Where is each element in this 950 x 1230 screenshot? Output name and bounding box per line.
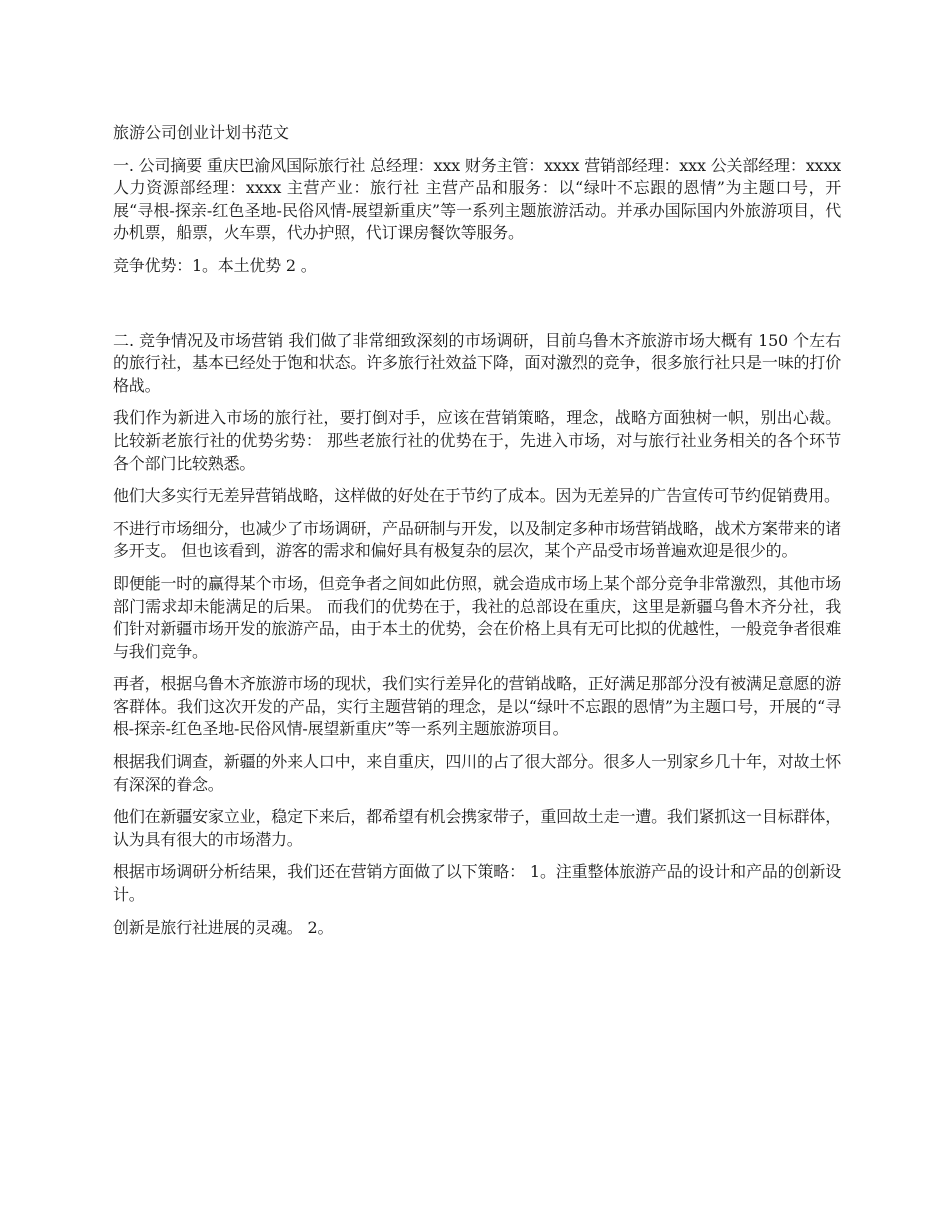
paragraph-innovation: 创新是旅行社进展的灵魂。 2。 (113, 917, 334, 937)
paragraph-differentiation: 再者，根据乌鲁木齐旅游市场的现状，我们实行差异化的营销战略，正好满足那部分没有被满足意愿的游客群体。我们这次开发的产品，实行主题营销的理念，是以“绿叶不忘跟的恩情”为主题口号，开展的“寻根-探亲-红色圣地-民俗风情-展望新重庆”等一系列主题旅游项目。 (113, 674, 841, 739)
document-page (113, 122, 841, 949)
paragraph-competition-intro: 二. 竞争情况及市场营销 我们做了非常细致深刻的市场调研，目前乌鲁木齐旅游市场大概有 150 个左右的旅行社，基本已经处于饱和状态。许多旅行社效益下降，面对激烈的竞争，很多旅行社只是一味的打价格战。 (113, 330, 841, 395)
paragraph-competitive-advantage: 竞争优势：1。本土优势 2 。 (113, 255, 317, 275)
paragraph-survey: 根据我们调查，新疆的外来人口中，来自重庆，四川的占了很大部分。很多人一别家乡几十年，对故土怀有深深的眷念。 (113, 752, 841, 794)
paragraph-target-group: 他们在新疆安家立业，稳定下来后，都希望有机会携家带子，重回故土走一遭。我们紧抓这一目标群体，认为具有很大的市场潜力。 (113, 807, 841, 849)
paragraph-company-summary: 一. 公司摘要 重庆巴渝风国际旅行社 总经理：xxx 财务主管：xxxx 营销部经理：xxx 公关部经理：xxxx 人力资源部经理：xxxx 主营产业：旅行社 主营产品和服务：以“绿叶不忘跟的恩情”为主题口号，开展“寻根-探亲-红色圣地-民俗风情-展望新重庆”等一系列主题旅游活动。并承办国际国内外旅游项目，代办机票，船票，火车票，代办护照，代订课房餐饮等服务。 (113, 155, 841, 243)
paragraph-new-agency: 我们作为新进入市场的旅行社，要打倒对手，应该在营销策略，理念，战略方面独树一帜，别出心裁。 比较新老旅行社的优势劣势： 那些老旅行社的优势在于，先进入市场，对与旅行社业务相关的各个环节各个部门比较熟悉。 (113, 408, 841, 473)
section-gap (113, 288, 841, 330)
paragraph-our-advantage: 即便能一时的赢得某个市场，但竞争者之间如此仿照，就会造成市场上某个部分竞争非常激烈，其他市场部门需求却未能满足的后果。 而我们的优势在于，我社的总部设在重庆，这里是新疆乌鲁木齐分社，我们针对新疆市场开发的旅游产品，由于本土的优势，会在价格上具有无可比拟的优越性，一般竞争者很难与我们竞争。 (113, 573, 841, 661)
document-title: 旅游公司创业计划书范文 (113, 123, 290, 142)
paragraph-strategy: 根据市场调研分析结果，我们还在营销方面做了以下策略： 1。注重整体旅游产品的设计和产品的创新设计。 (113, 862, 841, 905)
paragraph-undifferentiated: 他们大多实行无差异营销战略，这样做的好处在于节约了成本。因为无差异的广告宣传可节约促销费用。 (113, 486, 840, 506)
paragraph-no-segmentation: 不进行市场细分，也减少了市场调研，产品研制与开发，以及制定多种市场营销战略，战术方案带来的诸多开支。 但也该看到，游客的需求和偏好具有极复杂的层次，某个产品受市场普遍欢迎是很少的。 (113, 518, 841, 561)
